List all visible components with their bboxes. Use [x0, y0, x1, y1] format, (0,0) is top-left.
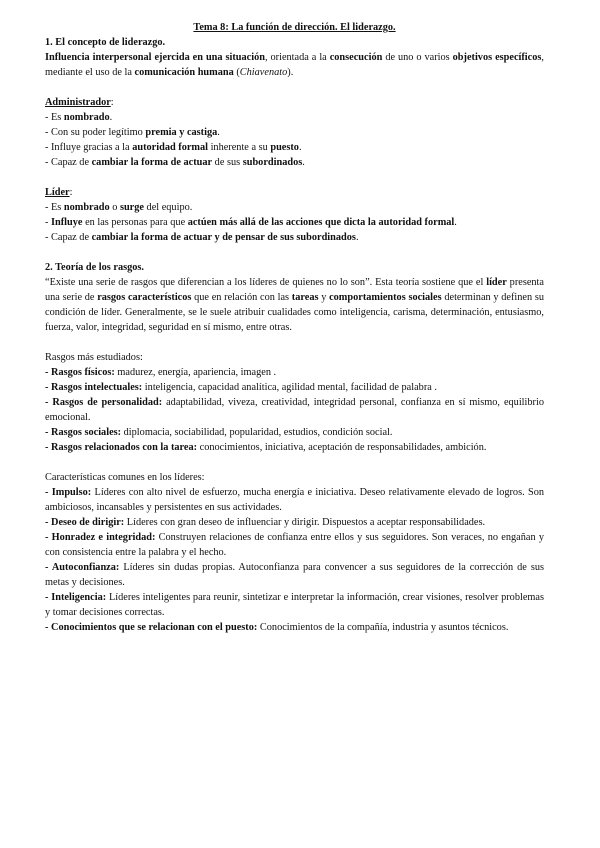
section-2-heading: 2. Teoría de los rasgos. [45, 262, 144, 273]
caracteristica-item: - Inteligencia: Líderes inteligentes para reunir, sintetizar e interpretar la información, crear visiones, resolver problemas y tomar decisiones correctas. [45, 592, 544, 618]
caracteristica-item: - Impulso: Líderes con alto nivel de esfuerzo, mucha energía e iniciativa. Deseo relativamente elevado de logros. Son ambiciosos, incansables y persistentes en sus actividades. [45, 487, 544, 513]
lider-item: - Influye en las personas para que actúen más allá de las acciones que dicta la autoridad formal. [45, 217, 457, 228]
administrador-item: - Capaz de cambiar la forma de actuar de sus subordinados. [45, 157, 305, 168]
administrador-item: - Influye gracias a la autoridad formal inherente a su puesto. [45, 142, 302, 153]
theory-paragraph: “Existe una serie de rasgos que diferencian a los líderes de quienes no lo son”. Esta teoría sostiene que el líder presenta una serie de rasgos característicos que en relación con las tareas y comportamientos sociales determinan y definen su condición de líder. Generalmente, se le suele atribuir cualidades como inteligencia, carisma, determinación, entusiasmo, fuerza, valor, integridad, seguridad en sí mismo, entre otras. [45, 277, 545, 333]
rasgo-item: - Rasgos relacionados con la tarea: conocimientos, iniciativa, aceptación de responsabilidades, ambición. [45, 442, 487, 453]
caracteristica-item: - Honradez e integridad: Construyen relaciones de confianza entre ellos y sus seguidores. Son veraces, no engañan y con consistencia entre la palabra y el hecho. [45, 532, 545, 558]
section-1-heading: 1. El concepto de liderazgo. [45, 37, 166, 48]
rasgos-intro: Rasgos más estudiados: [45, 352, 143, 363]
administrador-item: - Con su poder legítimo premia y castiga. [45, 127, 220, 138]
lider-item: - Es nombrado o surge del equipo. [45, 202, 193, 213]
caracteristicas-intro: Características comunes en los líderes: [45, 472, 205, 483]
administrador-item: - Es nombrado. [45, 112, 113, 123]
caracteristica-item: - Autoconfianza: Líderes sin dudas propias. Autoconfianza para convencer a sus seguidores de la corrección de sus metas y decisiones. [45, 562, 545, 588]
rasgo-item: - Rasgos sociales: diplomacia, sociabilidad, popularidad, estudios, condición social. [45, 427, 393, 438]
rasgo-item: - Rasgos intelectuales: inteligencia, capacidad analítica, agilidad mental, facilidad de palabra . [45, 382, 437, 393]
administrador-heading: Administrador: [45, 97, 114, 108]
lider-item: - Capaz de cambiar la forma de actuar y de pensar de sus subordinados. [45, 232, 359, 243]
rasgo-item: - Rasgos físicos: madurez, energía, apariencia, imagen . [45, 367, 277, 378]
document-title: Tema 8: La función de dirección. El liderazgo. [193, 22, 396, 33]
caracteristica-item: - Deseo de dirigir: Líderes con gran deseo de influenciar y dirigir. Dispuestos a aceptar responsabilidades. [45, 517, 486, 528]
lider-heading: Líder: [45, 187, 73, 198]
rasgo-item: - Rasgos de personalidad: adaptabilidad, viveza, creatividad, integridad personal, confianza en sí mismo, equilibrio emocional. [45, 397, 544, 423]
caracteristica-item: - Conocimientos que se relacionan con el puesto: Conocimientos de la compañía, industria y asuntos técnicos. [45, 622, 509, 633]
definition-paragraph: Influencia interpersonal ejercida en una situación, orientada a la consecución de uno o varios objetivos específicos, mediante el uso de la comunicación humana (Chiavenato). [45, 52, 544, 78]
